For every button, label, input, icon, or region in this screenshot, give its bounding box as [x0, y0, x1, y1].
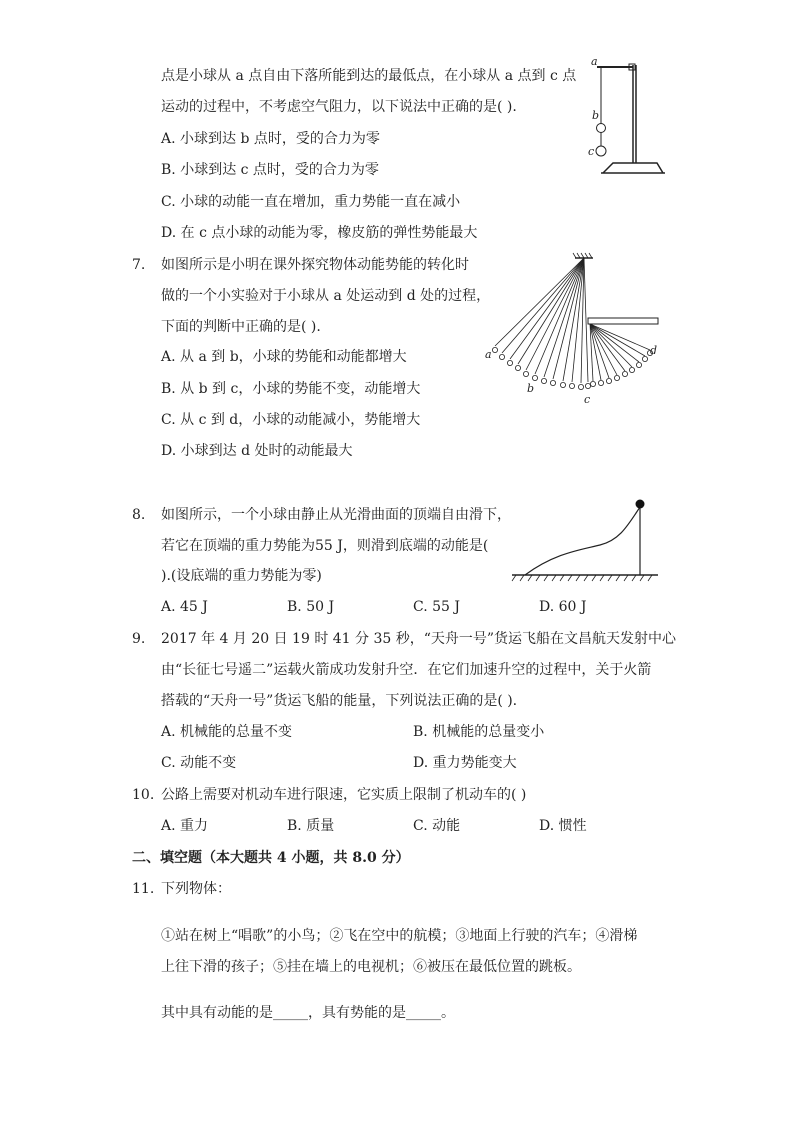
- q7-stem-line2: 做的一个小实验对于小球从 a 处运动到 d 处的过程，: [161, 288, 491, 304]
- q10-option-b: B. 质量: [287, 818, 335, 834]
- q8-stem-line2: 若它在顶端的重力势能为55 J，则滑到底端的动能是(: [161, 538, 489, 554]
- pendulum-ball: [585, 383, 590, 388]
- pendulum-string: [535, 258, 584, 374]
- q8-stem-line3: ).(设底端的重力势能为零): [161, 568, 322, 584]
- q10-option-a: A. 重力: [161, 818, 209, 834]
- q8-stem-line1: 如图所示，一个小球由静止从光滑曲面的顶端自由滑下，: [161, 507, 511, 523]
- q7-fig-label-b: b: [527, 382, 535, 395]
- q8-option-a: A. 45 J: [161, 599, 208, 615]
- pendulum-ball: [622, 371, 627, 376]
- q10-number: 10.: [132, 787, 155, 803]
- q7-stem-line3: 下面的判断中正确的是( ).: [161, 319, 321, 335]
- pendulum-string: [590, 324, 609, 378]
- q11-ask: 其中具有动能的是_____，具有势能的是_____。: [161, 1005, 455, 1021]
- q11-stem: 下列物体：: [161, 881, 231, 897]
- pendulum-string: [526, 258, 584, 370]
- q8-option-c: C. 55 J: [413, 599, 460, 615]
- section-2-heading: 二、填空题（本大题共 4 小题，共 8.0 分）: [132, 850, 410, 866]
- q11-list-line2: 上往下滑的孩子；⑤挂在墙上的电视机；⑥被压在最低位置的跳板。: [161, 959, 581, 975]
- pendulum-ball: [515, 365, 520, 370]
- q8-number: 8.: [132, 507, 146, 523]
- q8-option-d: D. 60 J: [539, 599, 587, 615]
- q9-option-b: B. 机械能的总量变小: [413, 724, 545, 740]
- q9-option-d: D. 重力势能变大: [413, 755, 517, 771]
- q9-stem-line2: 由“长征七号遥二”运载火箭成功发射升空．在它们加速升空的过程中，关于火箭: [161, 662, 652, 678]
- pendulum-ball: [614, 375, 619, 380]
- q9-stem-line1: 2017 年 4 月 20 日 19 时 41 分 35 秒，“天舟一号”货运飞船在文昌航天发射中心: [161, 631, 677, 647]
- pendulum-ball: [569, 383, 574, 388]
- q9-option-c: C. 动能不变: [161, 755, 237, 771]
- pendulum-ball: [532, 375, 537, 380]
- q6-option-b: B. 小球到达 c 点时，受的合力为零: [161, 162, 379, 178]
- pendulum-string: [495, 258, 584, 346]
- q7-fig-label-a: a: [485, 348, 492, 361]
- q6-option-c: C. 小球的动能一直在增加，重力势能一直在减小: [161, 194, 461, 210]
- q11-number: 11.: [132, 881, 155, 897]
- pendulum-ball: [629, 367, 634, 372]
- q6-fig-label-c: c: [588, 145, 595, 158]
- q7-option-b: B. 从 b 到 c，小球的势能不变，动能增大: [161, 381, 421, 397]
- pendulum-ball: [541, 378, 546, 383]
- pendulum-string: [590, 324, 632, 367]
- q7-option-c: C. 从 c 到 d，小球的动能减小，势能增大: [161, 412, 421, 428]
- q7-option-d: D. 小球到达 d 处时的动能最大: [161, 443, 353, 459]
- q7-pendulum-figure: [480, 250, 665, 410]
- q7-stem-line1: 如图所示是小明在课外探究物体动能势能的转化时: [161, 257, 469, 273]
- pendulum-ball: [507, 360, 512, 365]
- q6-option-a: A. 小球到达 b 点时，受的合力为零: [161, 131, 380, 147]
- pendulum-ball: [642, 356, 647, 361]
- pendulum-string: [510, 258, 584, 359]
- q6-stem-line2: 运动的过程中，不考虑空气阻力，以下说法中正确的是( ).: [161, 99, 517, 115]
- q7-option-a: A. 从 a 到 b，小球的势能和动能都增大: [161, 349, 407, 365]
- q7-fig-label-d: d: [650, 344, 658, 357]
- pendulum-ball: [499, 354, 504, 359]
- q10-stem: 公路上需要对机动车进行限速，它实质上限制了机动车的( ): [161, 787, 527, 803]
- q6-option-d: D. 在 c 点小球的动能为零，橡皮筋的弹性势能最大: [161, 225, 478, 241]
- q11-list-line1: ①站在树上“唱歌”的小鸟；②飞在空中的航模；③地面上行驶的汽车；④滑梯: [161, 928, 638, 944]
- q6-fig-label-b: b: [592, 109, 600, 122]
- q7-fig-label-c: c: [584, 393, 591, 406]
- q7-number: 7.: [132, 257, 146, 273]
- pendulum-ball: [606, 378, 611, 383]
- q9-option-a: A. 机械能的总量不变: [161, 724, 293, 740]
- pendulum-ball: [492, 347, 497, 352]
- pendulum-ball: [560, 382, 565, 387]
- q10-option-d: D. 惯性: [539, 818, 587, 834]
- q9-stem-line3: 搭载的“天舟一号”货运飞船的能量，下列说法正确的是( ).: [161, 693, 518, 709]
- pendulum-string: [518, 258, 584, 364]
- q8-slope-figure: [510, 495, 660, 585]
- q6-stem-line1: 点是小球从 a 点自由下落所能到达的最低点，在小球从 a 点到 c 点: [161, 68, 577, 84]
- pendulum-string: [584, 258, 588, 382]
- pendulum-ball: [636, 362, 641, 367]
- q8-option-b: B. 50 J: [287, 599, 335, 615]
- q10-option-c: C. 动能: [413, 818, 461, 834]
- pendulum-ball: [550, 380, 555, 385]
- pendulum-ball: [598, 380, 603, 385]
- pendulum-ball: [590, 381, 595, 386]
- pendulum-string: [590, 324, 650, 350]
- q6-stand-figure: [585, 55, 665, 180]
- pendulum-ball: [523, 371, 528, 376]
- q6-fig-label-a: a: [591, 55, 598, 68]
- q9-number: 9.: [132, 631, 146, 647]
- pendulum-ball: [578, 384, 583, 389]
